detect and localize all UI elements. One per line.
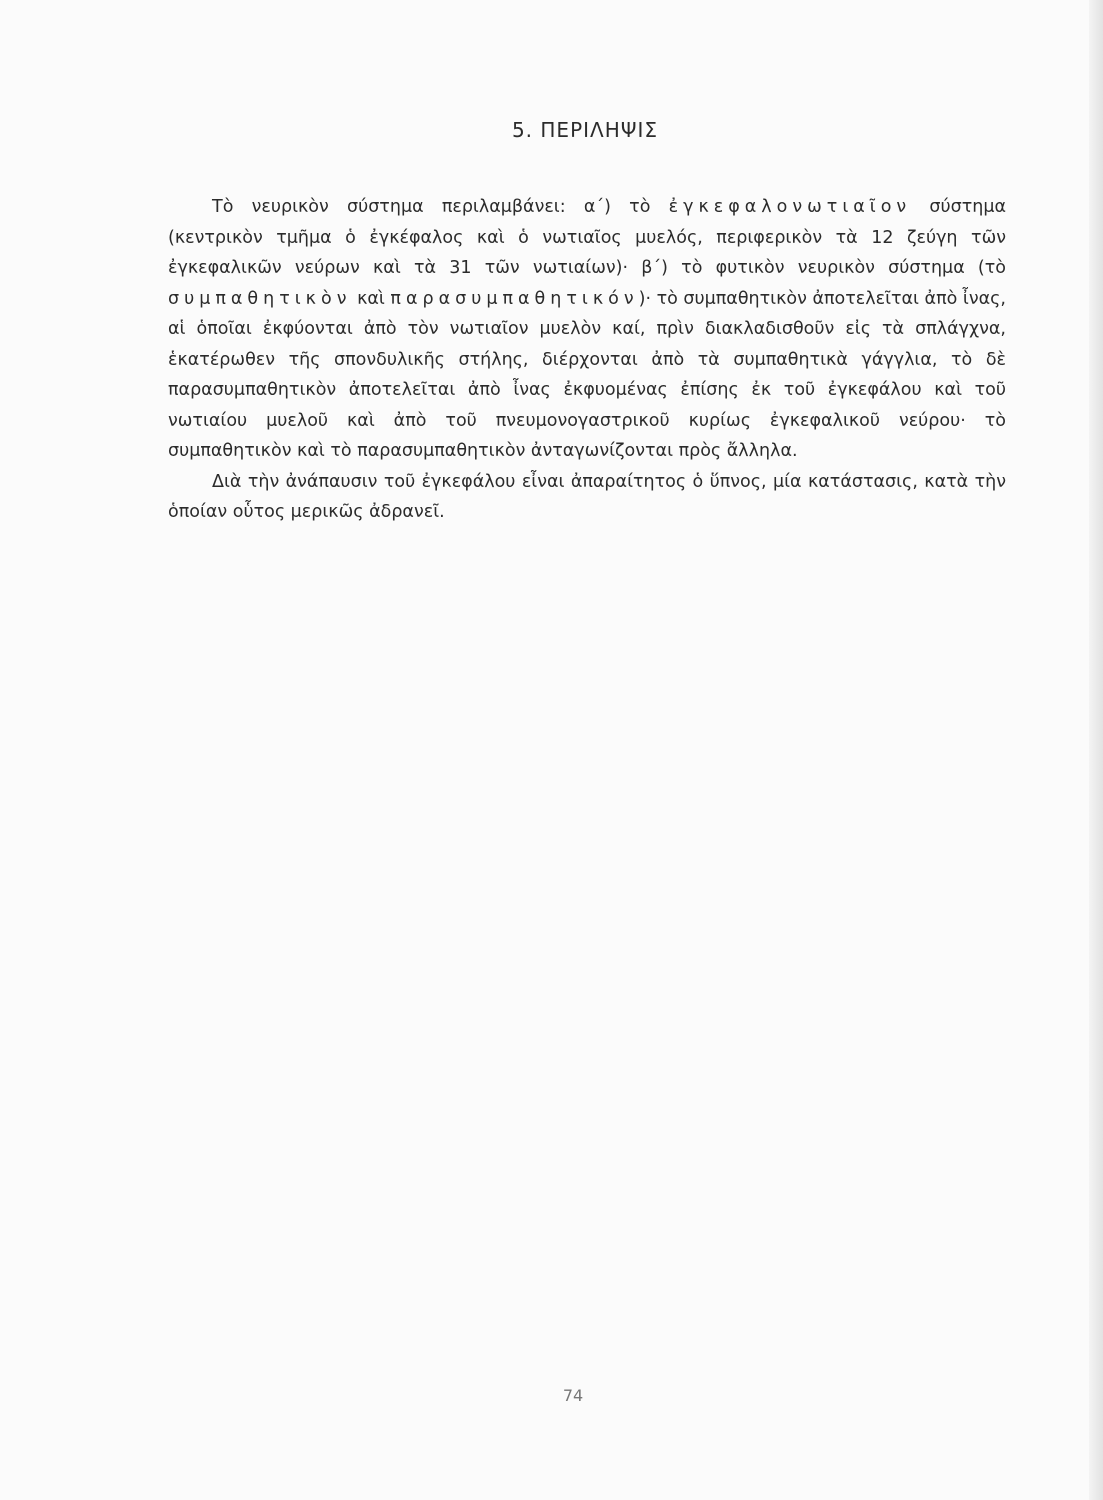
text-run: Τὸ νευρικὸν σύστημα περιλαμβάνει: α΄) τὸ (212, 197, 669, 217)
page-number: 74 (562, 1386, 584, 1405)
text-run: )· τὸ συμπαθητικὸν ἀποτελεῖται ἀπὸ ἶνας, αἱ ὁποῖαι ἐκφύονται ἀπὸ τὸν νωτιαῖον μυελὸν καί, πρὶν διακλαδισθοῦν εἰς τὰ σπλάγχνα, ἑκατέρωθεν τῆς σπονδυλικῆς στήλης, διέρχονται ἀπὸ τὰ συμπαθητικὰ γάγγλια, τὸ δὲ παρασυμπαθητικὸν ἀποτελεῖται ἀπὸ ἶνας ἐκφυομένας ἐπίσης ἐκ τοῦ ἐγκεφάλου καὶ τοῦ νωτιαίου μυελοῦ καὶ ἀπὸ τοῦ πνευμονογαστρικοῦ κυρίως ἐγκεφαλικοῦ νεύρου· τὸ συμπαθητικὸν καὶ τὸ παρασυμπαθητικὸν ἀνταγωνίζονται πρὸς ἄλληλα. (168, 288, 1006, 461)
section-heading: 5. ΠΕΡΙΛΗΨΙΣ (511, 118, 659, 142)
page-edge-shadow (1089, 0, 1103, 1500)
spaced-term-cerebrospinal: ἐγκεφαλονωτιαῖον (668, 197, 912, 217)
paragraph-sleep: Διὰ τὴν ἀνάπαυσιν τοῦ ἐγκεφάλου εἶναι ἀπαραίτητος ὁ ὕπνος, μία κατάστασις, κατὰ τὴν ὁποίαν οὗτος μερικῶς ἀδρανεῖ. (168, 471, 1006, 522)
paragraph-nervous-system (168, 192, 1006, 467)
text-run: καὶ (351, 288, 391, 309)
spaced-term-parasympathetic: παρασυμπαθητικόν (390, 288, 639, 309)
text-run: σύστημα (κεντρικὸν τμῆμα ὁ ἐγκέφαλος καὶ ὁ νωτιαῖος μυελός, περιφερικὸν τὰ 12 ζεύγη τῶν ἐγκεφαλικῶν νεύρων καὶ τὰ 31 τῶν νωτιαίων)· β΄) τὸ φυτικὸν νευρικὸν σύστημα (τὸ (168, 197, 1007, 278)
body-text (168, 192, 1006, 528)
spaced-term-sympathetic: συμπαθητικὸν (168, 288, 352, 309)
